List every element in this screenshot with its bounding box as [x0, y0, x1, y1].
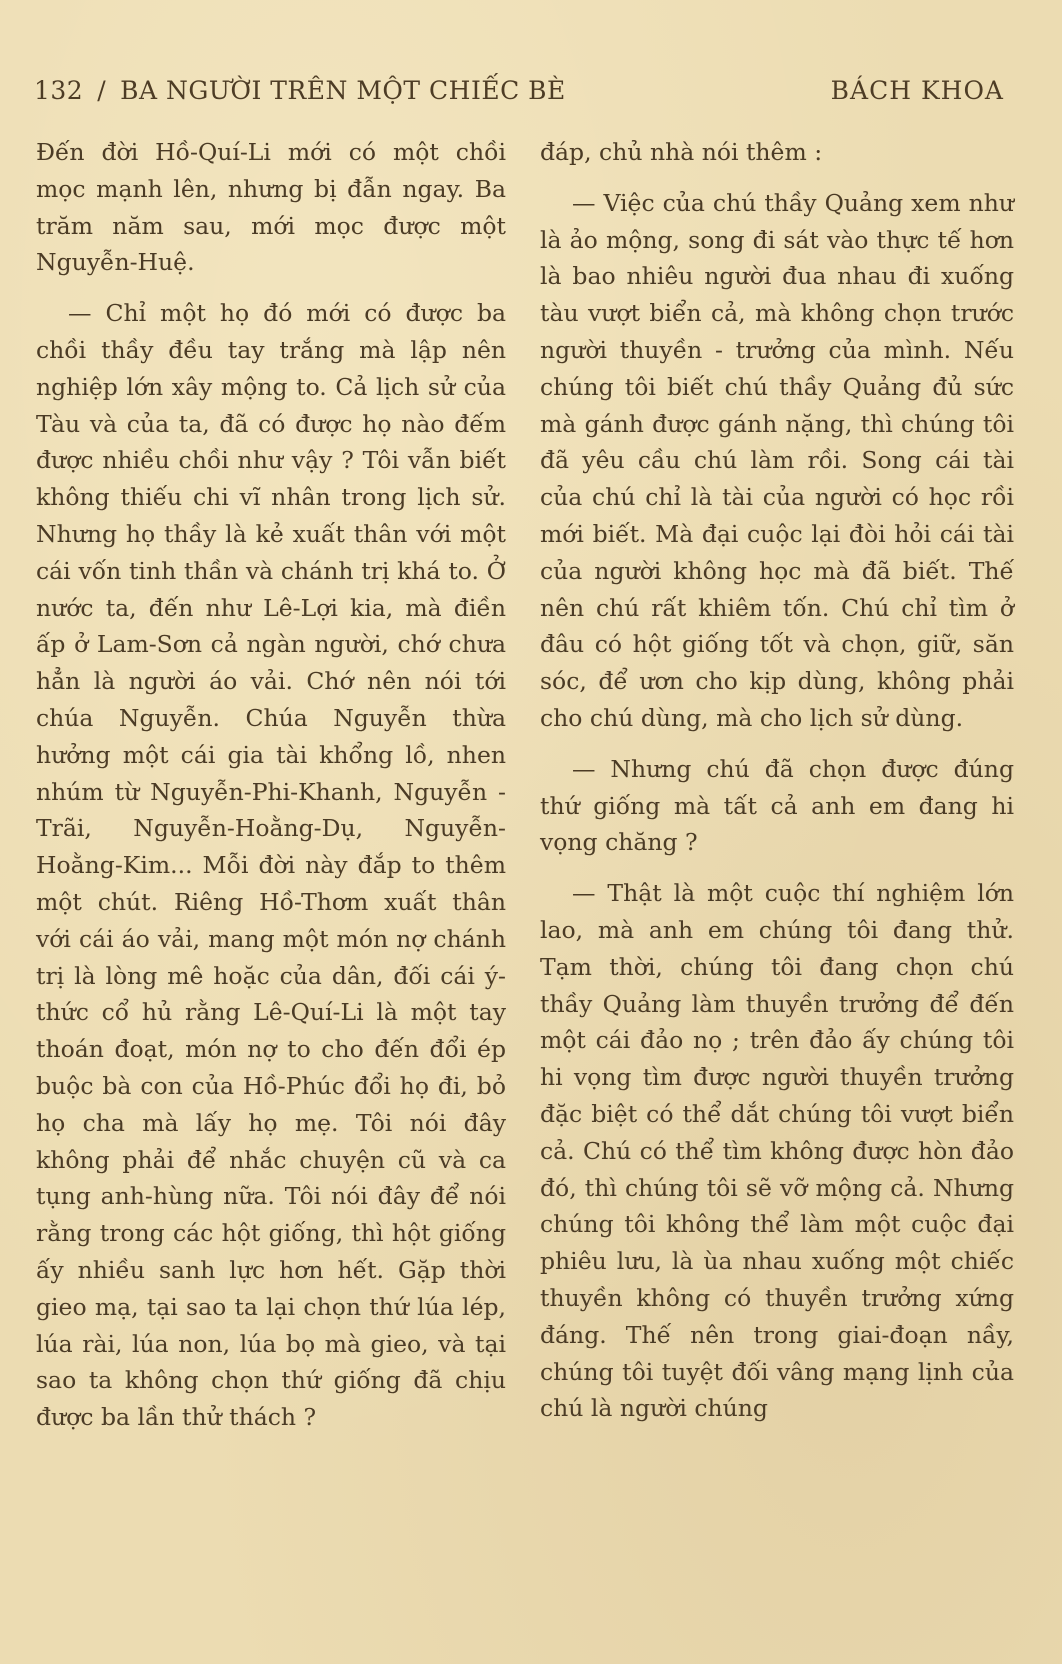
running-title: BA NGƯỜI TRÊN MỘT CHIẾC BÈ [120, 75, 566, 105]
page-header [34, 70, 1004, 110]
left-column [36, 134, 506, 1436]
paragraph: — Chỉ một họ đó mới có được ba chồi thầy đều tay trắng mà lập nên nghiệp lớn xây mộng to. Cả lịch sử của Tàu và của ta, đã có được họ nào đếm được nhiều chồi như vậy ? Tôi vẫn biết không thiếu chi vĩ nhân trong lịch sử. Nhưng họ thầy là kẻ xuất thân với một cái vốn tinh thần và chánh trị khá to. Ở nước ta, đến như Lê-Lợi kia, mà điền ấp ở Lam-Sơn cả ngàn người, chớ chưa hẳn là người áo vải. Chớ nên nói tới chúa Nguyễn. Chúa Nguyễn thừa hưởng một cái gia tài khổng lồ, nhen nhúm từ Nguyễn-Phi-Khanh, Nguyễn - Trãi, Nguyễn-Hoằng-Dụ, Nguyễn-Hoằng-Kim... Mỗi đời này đắp to thêm một chút. Riêng Hồ-Thơm xuất thân với cái áo vải, mang một món nợ chánh trị là lòng mê hoặc của dân, đối cái ý-thức cổ hủ rằng Lê-Quí-Li là một tay thoán đoạt, món nợ to cho đến đổi ép buộc bà con của Hồ-Phúc đổi họ đi, bỏ họ cha mà lấy họ mẹ. Tôi nói đây không phải để nhắc chuyện cũ và ca tụng anh-hùng nữa. Tôi nói đây để nói rằng trong các hột giống, thì hột giống ấy nhiều sanh lực hơn hết. Gặp thời gieo mạ, tại sao ta lại chọn thứ lúa lép, lúa rài, lúa non, lúa bọ mà gieo, và tại sao ta không chọn thứ giống đã chịu được ba lần thử thách ? [36, 299, 506, 1432]
magazine-name: BÁCH KHOA [830, 75, 1004, 105]
paragraph: Đến đời Hồ-Quí-Li mới có một chồi mọc mạnh lên, nhưng bị đẫn ngay. Ba trăm năm sau, mới mọc được một Nguyễn-Huệ. [36, 138, 506, 277]
paragraph: — Nhưng chú đã chọn được đúng thứ giống mà tất cả anh em đang hi vọng chăng ? [540, 754, 1014, 857]
page-number: 132 [34, 75, 84, 105]
header-separator: / [97, 75, 107, 105]
paragraph: đáp, chủ nhà nói thêm : [540, 138, 823, 166]
paragraph: — Việc của chú thầy Quảng xem như là ảo mộng, song đi sát vào thực tế hơn là bao nhiêu người đua nhau đi xuống tàu vượt biển cả, mà không chọn trước người thuyền - trưởng của mình. Nếu chúng tôi biết chú thầy Quảng đủ sức mà gánh được gánh nặng, thì chúng tôi đã yêu cầu chú làm rồi. Song cái tài của chú chỉ là tài của người có học rồi mới biết. Mà đại cuộc lại đòi hỏi cái tài của người không học mà đã biết. Thế nên chú rất khiêm tốn. Chú chỉ tìm ở đâu có hột giống tốt và chọn, giữ, săn sóc, để ươn cho kịp dùng, không phải cho chú dùng, mà cho lịch sử dùng. [540, 188, 1014, 732]
right-column [540, 134, 1014, 1427]
paragraph: — Thật là một cuộc thí nghiệm lớn lao, mà anh em chúng tôi đang thử. Tạm thời, chúng tôi đang chọn chú thầy Quảng làm thuyền trưởng để đến một cái đảo nọ ; trên đảo ấy chúng tôi hi vọng tìm được người thuyền trưởng đặc biệt có thể dắt chúng tôi vượt biển cả. Chú có thể tìm không được hòn đảo đó, thì chúng tôi sẽ vỡ mộng cả. Nhưng chúng tôi không thể làm một cuộc đại phiêu lưu, là ùa nhau xuống một chiếc thuyền không có thuyền trưởng xứng đáng. Thế nên trong giai-đoạn nầy, chúng tôi tuyệt đối vâng mạng lịnh của chú là người chúng [540, 879, 1014, 1423]
